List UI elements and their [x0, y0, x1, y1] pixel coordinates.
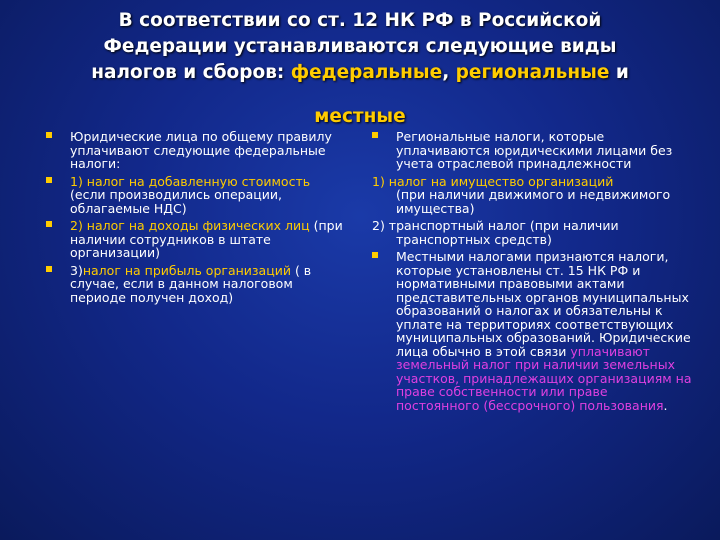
title-comma: , — [442, 62, 450, 83]
left-column — [46, 130, 346, 308]
left-item-4-highlight: налог на прибыль организаций — [82, 262, 291, 278]
left-item-4 — [46, 264, 346, 305]
right-item-3 — [372, 219, 692, 246]
left-item-2-text: (если производились операции, облагаемые НДС) — [70, 187, 282, 216]
left-item-3-text: (при наличии сотрудников в штате организации) — [70, 218, 343, 260]
left-item-1-text: Юридические лица по общему правилу уплачивают следующие федеральные налоги: — [70, 129, 332, 171]
title-regional: региональные — [455, 62, 610, 83]
square-bullet-icon — [372, 132, 378, 138]
right-item-4-text: Местными налогами признаются налоги, которые установлены ст. 15 НК РФ и нормативными правовыми актами представительных органов муниципальных образований о налогах и обязательны к уплате на территориях соответствующих муниципальных образований. Юридические лица обычно в этой связи — [396, 249, 691, 359]
square-bullet-icon — [46, 266, 52, 272]
left-item-1 — [46, 130, 346, 171]
left-item-4-number: 3) — [70, 262, 83, 278]
title-federal: федеральные — [290, 62, 443, 83]
right-item-4-highlight: уплачивают земельный налог при наличии земельных участков, принадлежащих организациям на праве собственности или праве постоянного (бессрочного) пользования — [396, 343, 692, 413]
right-item-3-first: 2) транспортный налог (при наличии — [372, 218, 619, 233]
right-item-3-text: транспортных средств) — [396, 231, 552, 247]
title-and: и — [609, 62, 629, 83]
square-bullet-icon — [46, 221, 52, 227]
right-item-4 — [372, 250, 692, 412]
right-item-2-text: (при наличии движимого и недвижимого имущества) — [396, 187, 671, 216]
title-line-1: В соответствии со ст. 12 НК РФ в Российской — [118, 10, 602, 31]
square-bullet-icon — [372, 252, 378, 258]
left-item-2-highlight: 1) налог на добавленную стоимость — [70, 173, 311, 189]
right-item-1-text: Региональные налоги, которые уплачиваются юридическими лицами без учета отраслевой принадлежности — [396, 129, 673, 171]
square-bullet-icon — [46, 177, 52, 183]
right-item-4-end: . — [663, 397, 668, 413]
right-item-2 — [372, 175, 692, 216]
right-column — [372, 130, 692, 416]
title-local: местные — [314, 106, 406, 127]
title-line-2: Федерации устанавливаются следующие виды — [103, 36, 617, 57]
right-item-2-highlight: 1) налог на имущество организаций — [372, 173, 614, 189]
right-item-1 — [372, 130, 692, 171]
left-item-4-text: ( в случае, если в данном налоговом периоде получен доход) — [70, 262, 312, 305]
slide-title — [40, 8, 680, 130]
square-bullet-icon — [46, 132, 52, 138]
left-item-2 — [46, 175, 346, 216]
left-item-3 — [46, 219, 346, 260]
left-item-3-highlight: 2) налог на доходы физических лиц — [70, 218, 310, 233]
title-line-3-prefix: налогов и сборов: — [91, 62, 291, 83]
